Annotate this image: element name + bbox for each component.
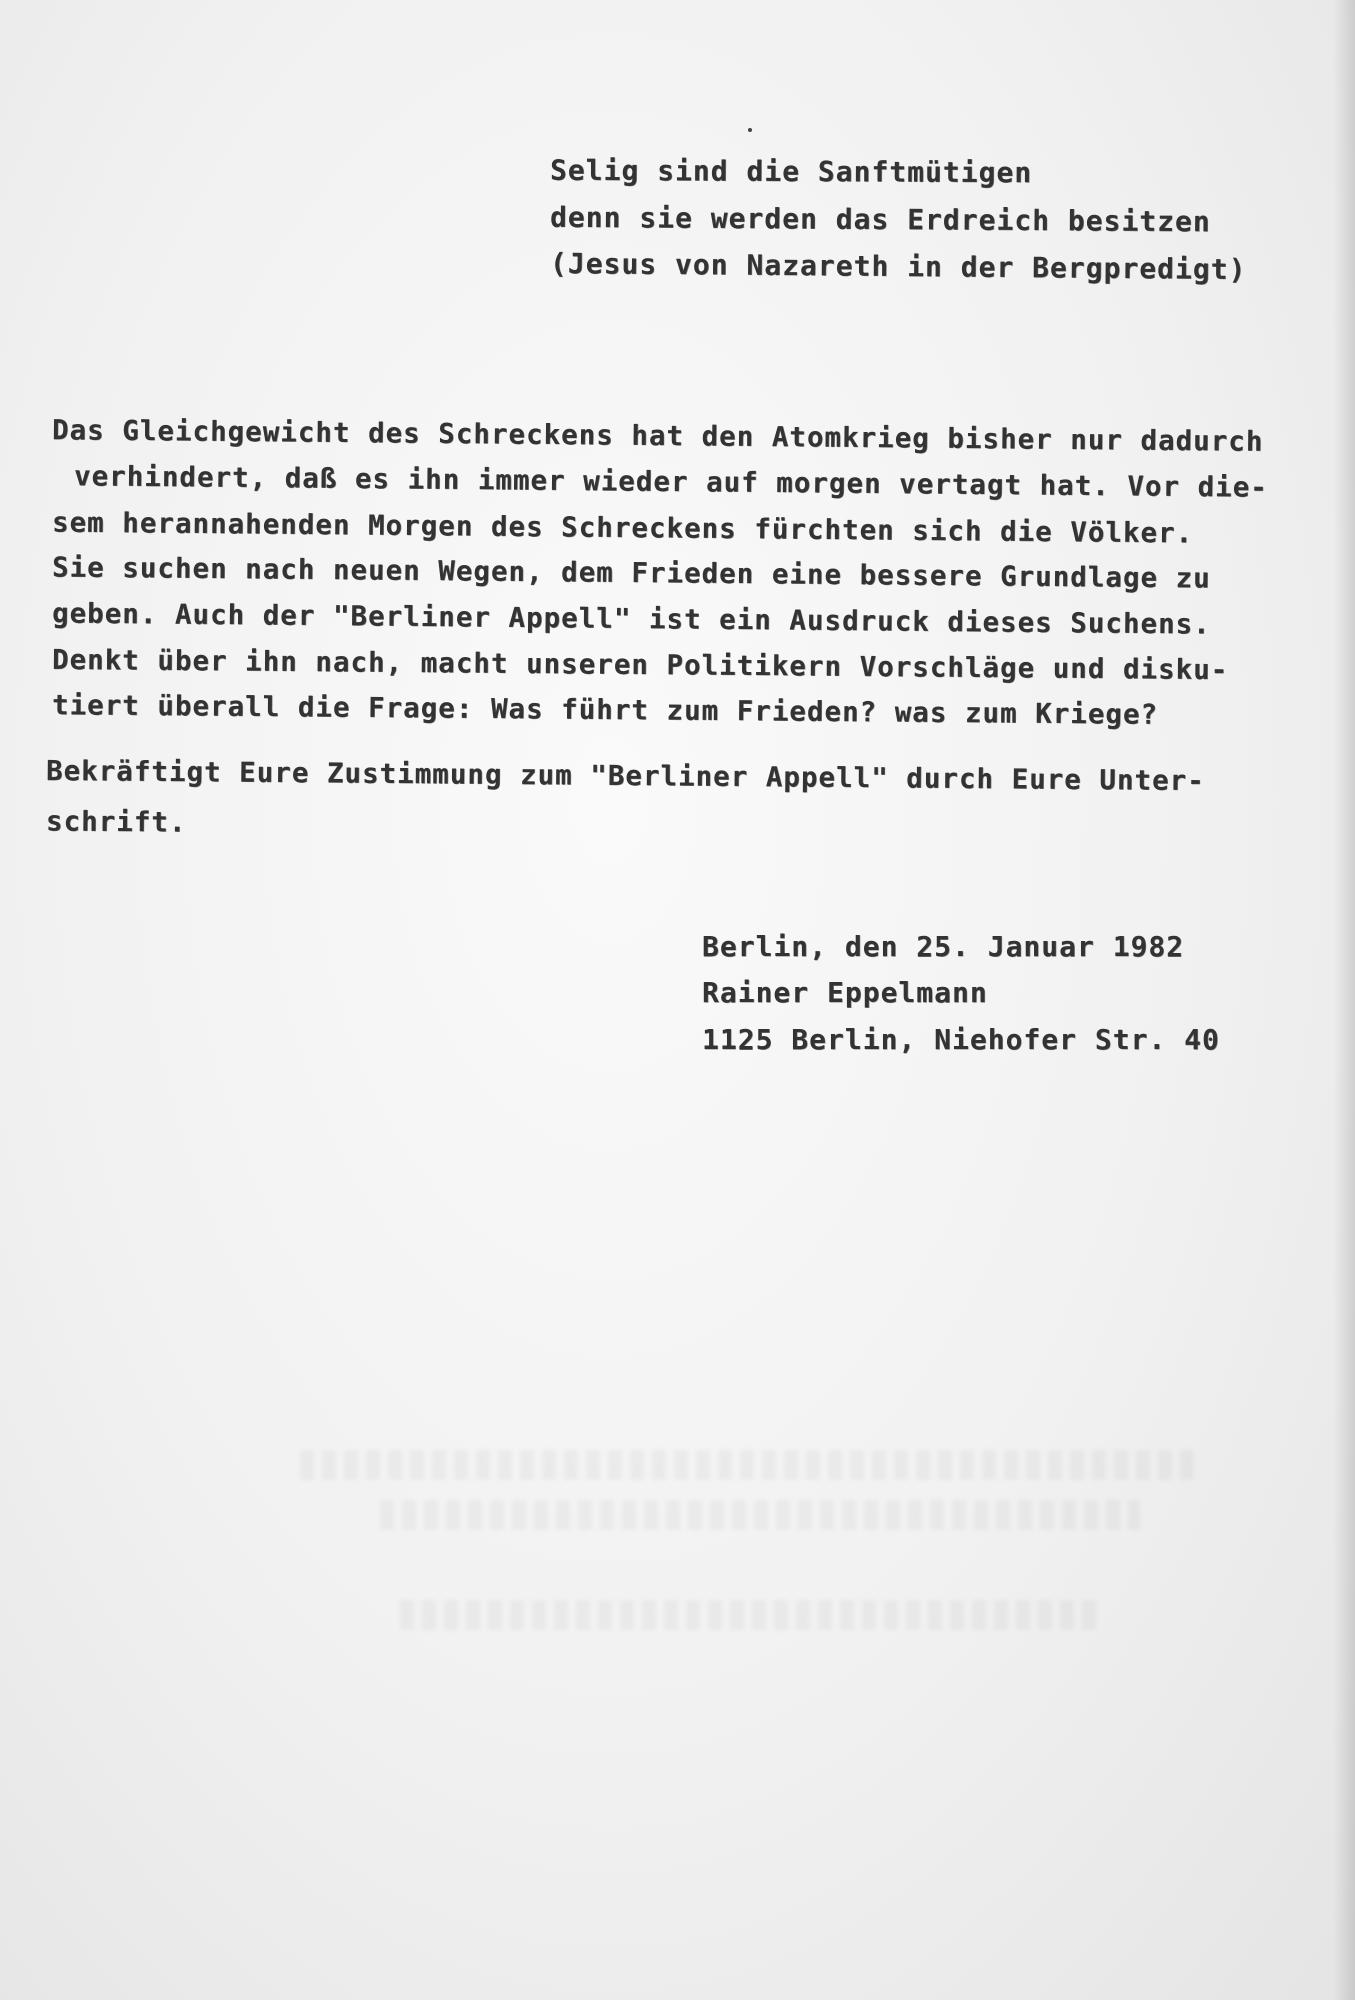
signature-address: 1125 Berlin, Niehofer Str. 40	[702, 1023, 1220, 1056]
paragraph-line: geben. Auch der "Berliner Appell" ist ein Ausdruck dieses Suchens.	[51, 597, 1211, 641]
paragraph-line: Denkt über ihn nach, macht unseren Politikern Vorschläge und disku-	[51, 643, 1229, 687]
paragraph-line: tiert überall die Frage: Was führt zum Frieden? was zum Kriege?	[51, 689, 1159, 731]
motto-line: Selig sind die Sanftmütigen	[549, 153, 1033, 190]
paragraph-line: verhindert, daß es ihn immer wieder auf morgen vertagt hat. Vor die-	[73, 460, 1268, 504]
show-through-smudge	[300, 1450, 1200, 1480]
signature-name: Rainer Eppelmann	[702, 976, 988, 1009]
paragraph-line: Sie suchen nach neuen Wegen, dem Frieden eine bessere Grundlage zu	[51, 551, 1211, 595]
paragraph-line: Bekräftigt Eure Zustimmung zum "Berliner Appell" durch Eure Unter-	[45, 754, 1205, 798]
paragraph-line: Das Gleichgewicht des Schreckens hat den Atomkrieg bisher nur dadurch	[51, 414, 1264, 458]
show-through-smudge	[400, 1600, 1100, 1630]
page-edge-shadow	[1333, 0, 1355, 2000]
signature-date: Berlin, den 25. Januar 1982	[702, 930, 1185, 963]
motto-line: denn sie werden das Erdreich besitzen	[549, 200, 1211, 239]
motto-line: (Jesus von Nazareth in der Bergpredigt)	[549, 246, 1247, 287]
paragraph-line: sem herannahenden Morgen des Schreckens fürchten sich die Völker.	[51, 506, 1194, 550]
ink-dot	[748, 128, 752, 132]
show-through-smudge	[380, 1500, 1140, 1530]
paragraph-line: schrift.	[45, 805, 187, 839]
